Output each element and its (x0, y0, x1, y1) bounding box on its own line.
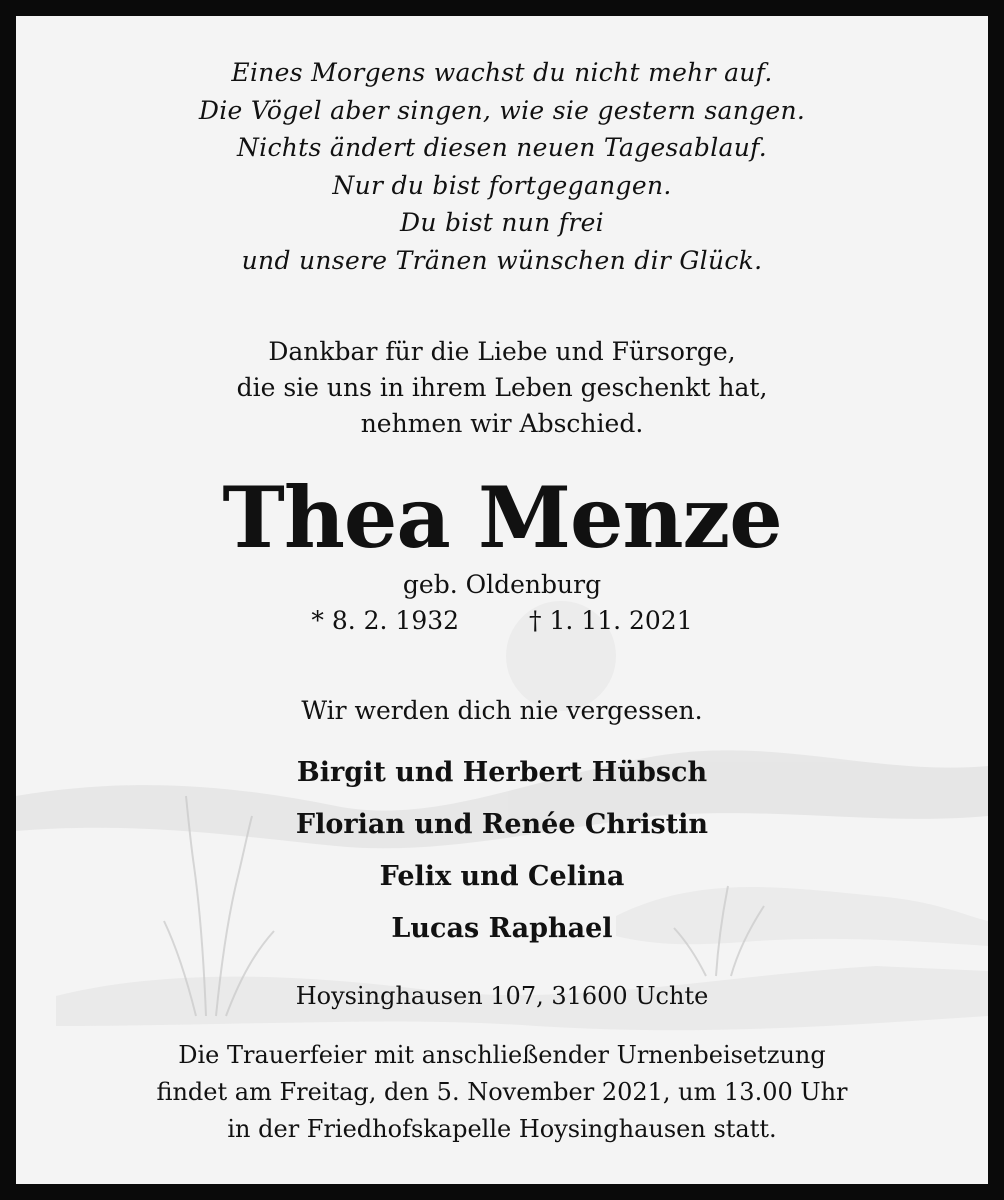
maiden-name: geb. Oldenburg (402, 570, 602, 599)
death-date: † 1. 11. 2021 (529, 606, 693, 635)
funeral-line: Die Trauerfeier mit anschließender Urnenbeisetzung (178, 1041, 826, 1069)
life-dates (16, 603, 988, 639)
poem-line: Eines Morgens wachst du nicht mehr auf. (231, 58, 773, 87)
memorial-poem (16, 54, 988, 279)
funeral-line: in der Friedhofskapelle Hoysinghausen statt. (227, 1115, 777, 1143)
poem-line: Nichts ändert diesen neuen Tagesablauf. (236, 133, 768, 162)
farewell-line: Wir werden dich nie vergessen. (301, 696, 703, 725)
mourner-name: Birgit und Herbert Hübsch (296, 757, 708, 788)
gratitude-text (16, 334, 988, 442)
intro-line: nehmen wir Abschied. (360, 409, 644, 438)
mourner-name: Felix und Celina (379, 861, 625, 892)
funeral-line: findet am Freitag, den 5. November 2021, um 13.00 Uhr (156, 1078, 848, 1106)
family-address: Hoysinghausen 107, 31600 Uchte (295, 982, 709, 1010)
funeral-notice (16, 1037, 988, 1148)
poem-line: Nur du bist fortgegangen. (332, 170, 672, 200)
mourner-name: Florian und Renée Christin (295, 809, 709, 840)
deceased-name: Thea Menze (222, 468, 782, 567)
mourner-name: Lucas Raphael (391, 913, 613, 944)
poem-line: und unsere Tränen wünschen dir Glück. (241, 245, 763, 275)
intro-line: die sie uns in ihrem Leben geschenkt hat, (236, 373, 768, 402)
intro-line: Dankbar für die Liebe und Fürsorge, (268, 337, 736, 366)
poem-line: Die Vögel aber singen, wie sie gestern sangen. (198, 95, 806, 125)
poem-line: Du bist nun frei (400, 208, 604, 237)
mourners-list (16, 747, 988, 955)
birth-date: * 8. 2. 1932 (311, 606, 460, 635)
